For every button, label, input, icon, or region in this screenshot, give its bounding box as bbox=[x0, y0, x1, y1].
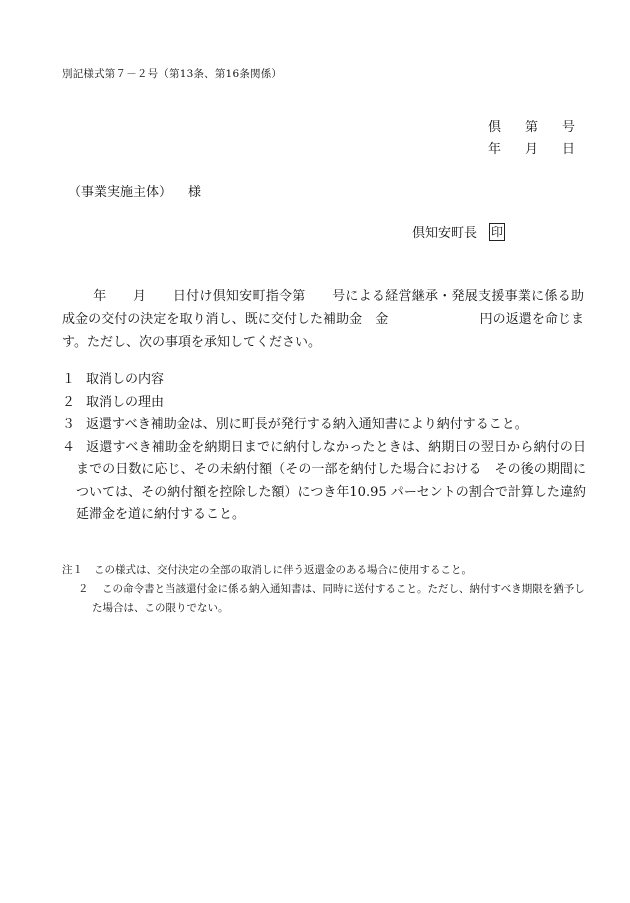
list-item bbox=[62, 414, 586, 437]
doc-number-prefix: 倶 bbox=[488, 120, 502, 135]
note-item bbox=[62, 580, 586, 618]
issuer bbox=[412, 222, 505, 241]
note-item bbox=[62, 561, 586, 580]
body-text: 年 月 日付け倶知安町指令第 号による経営継承・発展支援事業に係る助成金の交付の決定を取り消し、既に交付した補助金 金 円の返還を命じます。ただし、次の事項を承知してください。 bbox=[62, 289, 584, 350]
list-item bbox=[62, 369, 586, 392]
seal-stamp: 印 bbox=[491, 224, 504, 239]
item-text: 返還すべき補助金は、別に町長が発行する納入通知書により納付すること。 bbox=[86, 417, 528, 432]
item-number: ４ bbox=[62, 439, 76, 455]
date-day: 日 bbox=[562, 142, 576, 157]
item-number: ２ bbox=[62, 394, 76, 410]
note-label: 注１ bbox=[62, 564, 83, 576]
item-text: 取消しの内容 bbox=[86, 372, 165, 387]
item-text: 取消しの理由 bbox=[86, 394, 165, 410]
date-year: 年 bbox=[488, 142, 502, 157]
date-month: 月 bbox=[525, 142, 539, 157]
item-number: １ bbox=[62, 372, 76, 387]
recipient-name: （事業実施主体） bbox=[68, 185, 173, 200]
doc-number-go: 号 bbox=[562, 120, 576, 135]
list-item bbox=[62, 392, 586, 415]
note-text: この様式は、交付決定の全部の取消しに伴う返還金のある場合に使用すること。 bbox=[94, 564, 472, 576]
document-number bbox=[488, 116, 575, 135]
form-number: 別記様式第７－２号（第13条、第16条関係） bbox=[62, 68, 283, 80]
doc-number-dai: 第 bbox=[525, 120, 539, 135]
document-date bbox=[488, 138, 575, 157]
recipient-honorific: 様 bbox=[188, 185, 202, 200]
note-label: ２ bbox=[78, 583, 89, 595]
item-list bbox=[62, 369, 586, 527]
list-item bbox=[62, 437, 586, 527]
item-text: 返還すべき補助金を納期日までに納付しなかったときは、納期日の翌日から納付の日までの日数に応じ、その未納付額（その一部を納付した場合における その後の期間については、その納付額を控除した額）につき年10.95 パーセントの割合で計算した違約延滞金を道に納付すること。 bbox=[76, 439, 586, 522]
issuer-name: 倶知安町長 bbox=[412, 226, 478, 241]
note-text: この命令書と当該還付金に係る納入通知書は、同時に送付すること。ただし、納付すべき期限を猶予した場合は、この限りでない。 bbox=[92, 583, 585, 614]
body-paragraph bbox=[62, 285, 584, 354]
item-number: ３ bbox=[62, 417, 76, 432]
notes bbox=[62, 561, 586, 618]
recipient bbox=[68, 181, 201, 200]
